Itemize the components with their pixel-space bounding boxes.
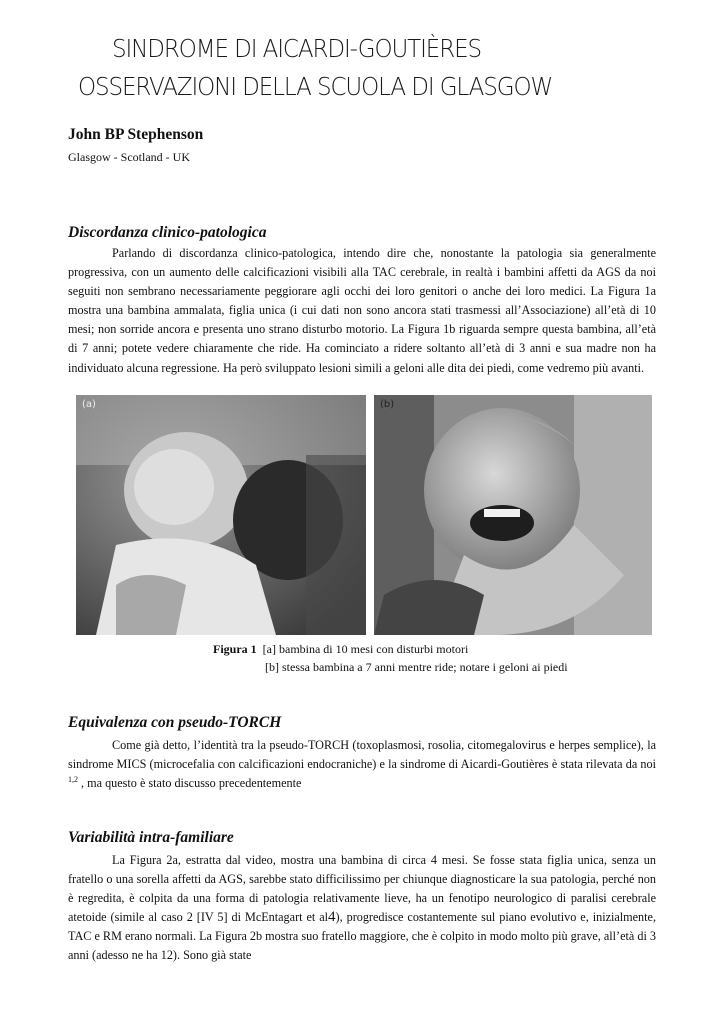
paragraph-text <box>68 851 656 966</box>
section-paragraph-equivalenza <box>68 736 656 793</box>
paragraph-text <box>68 736 656 793</box>
figure-1b-photo <box>374 395 652 635</box>
figure-1-caption-a: [a] bambina di 10 mesi con disturbi motori <box>262 642 469 656</box>
paragraph-text-part: Come già detto, l’identità tra la pseudo-TORCH (toxoplasmosi, rosolia, citomegalovirus e herpes semplice), la sindrome MICS (microcefalia con calcificazioni endocraniche) e la sindrome di Aicardi-Goutières è stata rilevata da noi <box>68 738 656 772</box>
figure-1b-label: (b) <box>380 399 395 410</box>
reference-number: 4 <box>328 909 336 926</box>
paragraph-text-part: , ma questo è stato discusso precedentemente <box>78 776 302 791</box>
document-title-line-2: OSSERVAZIONI DELLA SCUOLA DI GLASGOW <box>78 72 553 101</box>
figure-1a-photo <box>76 395 366 635</box>
paragraph-text-part: ), progredisce costantemente sul piano evolutivo e, inizialmente, TAC e RM erano normali. La Figura 2b mostra suo fratello maggiore, che è colpito in modo molto più grave, all’età di 3 anni (adesso ne ha 12). Sono già state <box>68 910 656 963</box>
figure-1-caption <box>213 640 568 676</box>
figure-1a-image <box>76 395 366 635</box>
document-title-line-1: SINDROME DI AICARDI-GOUTIÈRES <box>112 34 482 63</box>
section-paragraph-discordanza <box>68 244 656 378</box>
figure-1-caption-b: [b] stessa bambina a 7 anni mentre ride; notare i geloni ai piedi <box>265 660 568 674</box>
figure-1b-image <box>374 395 652 635</box>
paragraph-text-part: La Figura 2a, estratta dal video, mostra una bambina di circa 4 mesi. Se fosse stata figlia unica, senza un fratello o una sorella affetti da AGS, sarebbe stato difficilissimo per chiunque diagnosticare la sua patologia, perché non è regredita, è colpita da una forma di patologia relativamente lieve, ha un fenotipo neurologico di paralisi cerebrale atetoide (simile al caso 2 [IV 5] di McEntagart et al <box>68 853 656 925</box>
section-heading-variabilita: Variabilità intra-familiare <box>68 829 234 846</box>
section-heading-discordanza: Discordanza clinico-patologica <box>68 224 267 241</box>
section-heading-equivalenza: Equivalenza con pseudo-TORCH <box>68 714 282 731</box>
author-affiliation: Glasgow - Scotland - UK <box>68 150 190 164</box>
author-name: John BP Stephenson <box>68 126 204 143</box>
figure-1-caption-title: Figura 1 <box>213 642 257 656</box>
section-paragraph-variabilita <box>68 851 656 966</box>
citation-superscript: 1,2 <box>68 775 78 785</box>
paragraph-text: Parlando di discordanza clinico-patologica, intendo dire che, nonostante la patologia sia generalmente progressiva, con un aumento delle calcificazioni visibili alla TAC cerebrale, in realtà i bambini affetti da AGS da noi seguiti non sembrano necessariamente peggiorare agli occhi dei loro genitori o anche dei loro medici. La Figura 1a mostra una bambina ammalata, figlia unica (i cui dati non sono ancora stati trasmessi all’Associazione) all’età di 10 mesi; non sorride ancora e presenta uno strano disturbo motorio. La Figura 1b riguarda sempre questa bambina, all’età di 7 anni; potete vedere chiaramente che ride. Ha cominciato a ridere soltanto all’età di 3 anni e sua madre non ha individuato alcuna regressione. Ha però sviluppato lesioni simili a geloni alle dita dei piedi, come vedremo più avanti. <box>68 246 656 375</box>
figure-1a-label: (a) <box>82 399 96 410</box>
